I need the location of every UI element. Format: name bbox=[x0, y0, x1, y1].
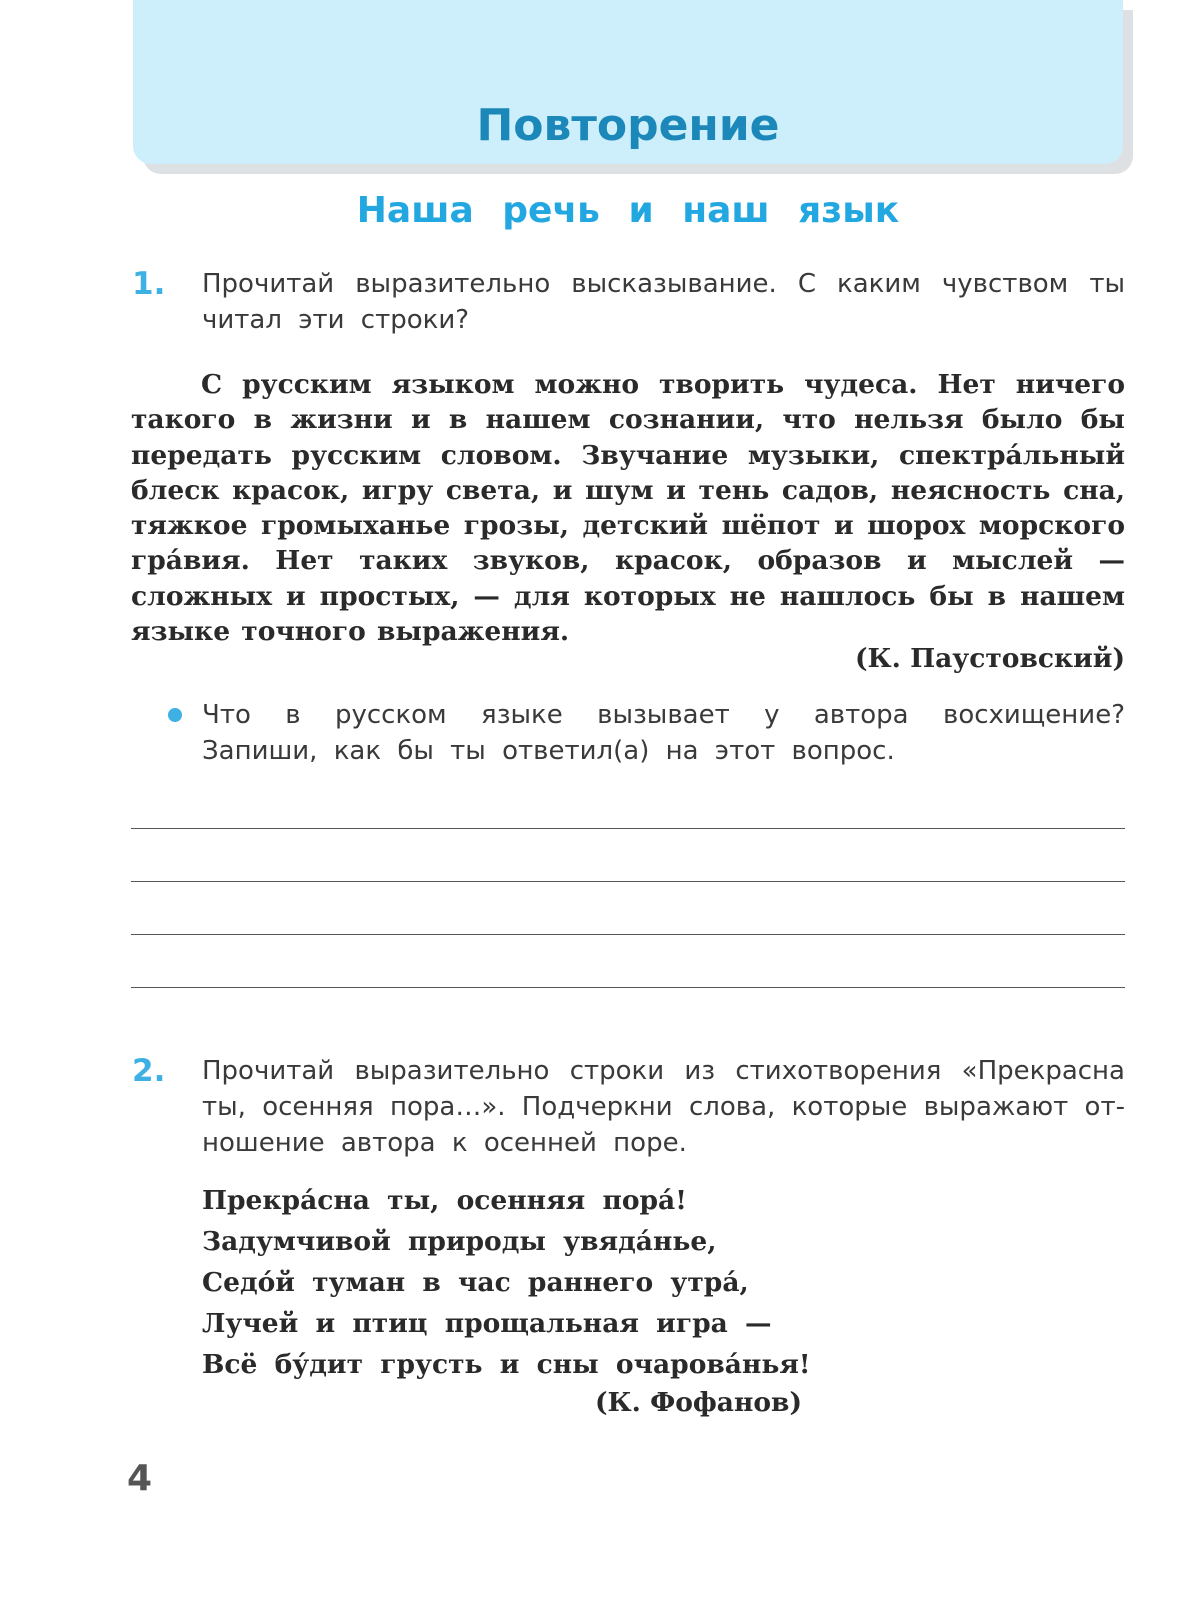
answer-line-4[interactable] bbox=[131, 987, 1125, 988]
task-2-instruction: Прочитай выразительно строки из стихотворения «Прекрасна ты, осенняя пора…». Подчеркни слова, которые выражают отношение автора к осенней поре. bbox=[202, 1056, 1125, 1158]
task-1-question: Что в русском языке вызывает у автора восхищение? Запиши, как бы ты ответил(а) на этот вопрос. bbox=[202, 700, 1125, 766]
task-1-passage: С русским языком можно творить чудеса. Нет ничего такого в жизни и в нашем сознании, что нельзя было бы передать русским словом. Звучание музыки, спектра́льный блеск красок, игру света, и шум и тень садов, неясность сна, тяжкое громыханье грозы, детский шёпот и шорох морского гра́вия. Нет таких звуков, красок, образов и мыслей — сложных и простых, — для которых не нашлось бы в нашем языке точного выражения. bbox=[131, 369, 1125, 648]
task-2-number: 2. bbox=[132, 1053, 166, 1089]
header-banner bbox=[133, 0, 1123, 164]
page-title: Повторение bbox=[476, 100, 780, 151]
poem-line-4[interactable]: Лучей и птиц прощальная игра — bbox=[202, 1308, 772, 1339]
poem-line-3[interactable]: Седо́й туман в час раннего утра́, bbox=[202, 1267, 749, 1298]
page-number: 4 bbox=[127, 1458, 153, 1499]
section-subtitle: Наша речь и наш язык bbox=[356, 190, 900, 231]
task-1-instruction: Прочитай выразительно высказывание. С каким чувством ты читал эти строки? bbox=[202, 269, 1125, 335]
poem-line-1[interactable]: Прекра́сна ты, осенняя пора́! bbox=[202, 1185, 687, 1216]
answer-line-1[interactable] bbox=[131, 828, 1125, 829]
answer-line-2[interactable] bbox=[131, 881, 1125, 882]
task-2-author: (К. Фофанов) bbox=[595, 1387, 803, 1418]
task-1-number: 1. bbox=[132, 266, 166, 302]
task-1-author: (К. Паустовский) bbox=[854, 643, 1125, 674]
bullet-icon bbox=[168, 708, 182, 722]
task-2-poem bbox=[202, 1180, 811, 1385]
poem-line-5[interactable]: Всё бу́дит грусть и сны очарова́нья! bbox=[202, 1349, 811, 1380]
answer-line-3[interactable] bbox=[131, 934, 1125, 935]
poem-line-2[interactable]: Задумчивой природы увяда́нье, bbox=[202, 1226, 717, 1257]
